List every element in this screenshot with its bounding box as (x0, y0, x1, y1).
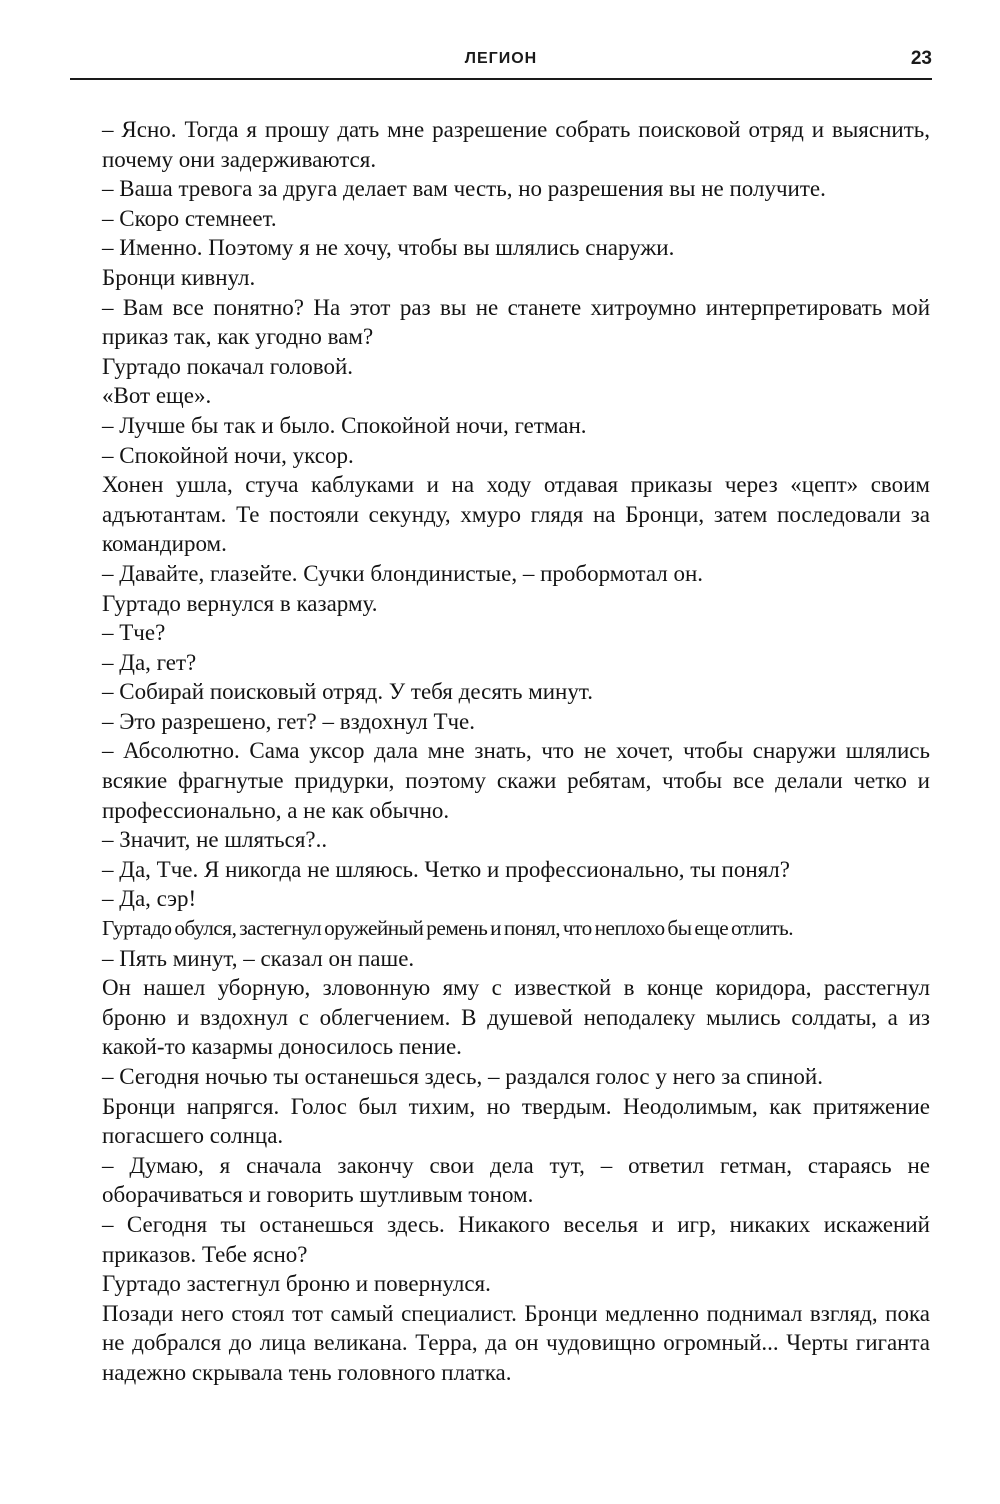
paragraph: – Пять минут, – сказал он паше. (102, 945, 415, 971)
page-number: 23 (910, 48, 932, 69)
paragraph: Гуртадо обулся, застегнул оружейный ремень и понял, что неплохо бы еще отлить. (102, 916, 794, 941)
paragraph: Бронци кивнул. (102, 264, 256, 290)
paragraph: – Ваша тревога за друга делает вам честь, но разрешения вы не получите. (102, 176, 826, 202)
paragraph: – Сегодня ты останешься здесь. Никакого веселья и игр, никаких искажений приказов. Тебе ясно? (102, 1211, 930, 1267)
paragraph: – Да, Тче. Я никогда не шляюсь. Четко и профессионально, ты понял? (102, 856, 790, 882)
running-title: ЛЕГИОН (464, 50, 538, 67)
paragraph: – Ясно. Тогда я прошу дать мне разрешение собрать поисковой отряд и выяснить, почему они задерживаются. (102, 117, 930, 172)
paragraph: «Вот еще». (102, 383, 212, 409)
paragraph: – Вам все понятно? На этот раз вы не станете хитроумно интерпретировать мой приказ так, как угодно вам? (102, 294, 930, 350)
paragraph: Гуртадо покачал головой. (102, 353, 354, 379)
paragraph: – Собирай поисковый отряд. У тебя десять минут. (102, 679, 593, 705)
page-header (70, 48, 932, 80)
paragraph: Бронци напрягся. Голос был тихим, но твердым. Неодолимым, как притяжение погасшего солнца. (102, 1093, 930, 1149)
paragraph: – Именно. Поэтому я не хочу, чтобы вы шлялись снаружи. (102, 235, 675, 261)
paragraph: Он нашел уборную, зловонную яму с известкой в конце коридора, расстегнул броню и вздохнул с облегчением. В душевой неподалеку мылись солдаты, а из какой-то казармы доносилось пение. (102, 975, 930, 1060)
paragraph: – Это разрешено, гет? – вздохнул Тче. (102, 708, 476, 734)
paragraph: – Скоро стемнеет. (102, 205, 277, 231)
paragraph: – Думаю, я сначала закончу свои дела тут, – ответил гетман, стараясь не оборачиваться и говорить шутливым тоном. (102, 1152, 930, 1208)
paragraph: Хонен ушла, стуча каблуками и на ходу отдавая приказы через «цепт» своим адъютантам. Те постояли секунду, хмуро глядя на Бронци, затем последовали за командиром. (102, 472, 930, 557)
paragraph: Позади него стоял тот самый специалист. Бронци медленно поднимал взгляд, пока не добрался до лица великана. Терра, да он чудовищно огромный... Черты гиганта надежно скрывала тень головного платка. (102, 1300, 930, 1385)
paragraph: Гуртадо застегнул броню и повернулся. (102, 1271, 491, 1297)
paragraph: – Абсолютно. Сама уксор дала мне знать, что не хочет, чтобы снаружи шлялись всякие фрагнутые придурки, поэтому скажи ребятам, чтобы все делали четко и профессионально, а не как обычно. (102, 738, 930, 823)
paragraph: Гуртадо вернулся в казарму. (102, 590, 378, 616)
paragraph: – Значит, не шляться?.. (102, 827, 328, 853)
body-text (102, 115, 930, 1388)
paragraph: – Да, гет? (102, 649, 197, 675)
paragraph: – Лучше бы так и было. Спокойной ночи, гетман. (102, 412, 587, 438)
paragraph: – Тче? (102, 620, 166, 646)
paragraph: – Давайте, глазейте. Сучки блондинистые, – пробормотал он. (102, 560, 704, 586)
paragraph: – Да, сэр! (102, 886, 197, 912)
paragraph: – Спокойной ночи, уксор. (102, 442, 354, 468)
paragraph: – Сегодня ночью ты останешься здесь, – раздался голос у него за спиной. (102, 1064, 823, 1089)
